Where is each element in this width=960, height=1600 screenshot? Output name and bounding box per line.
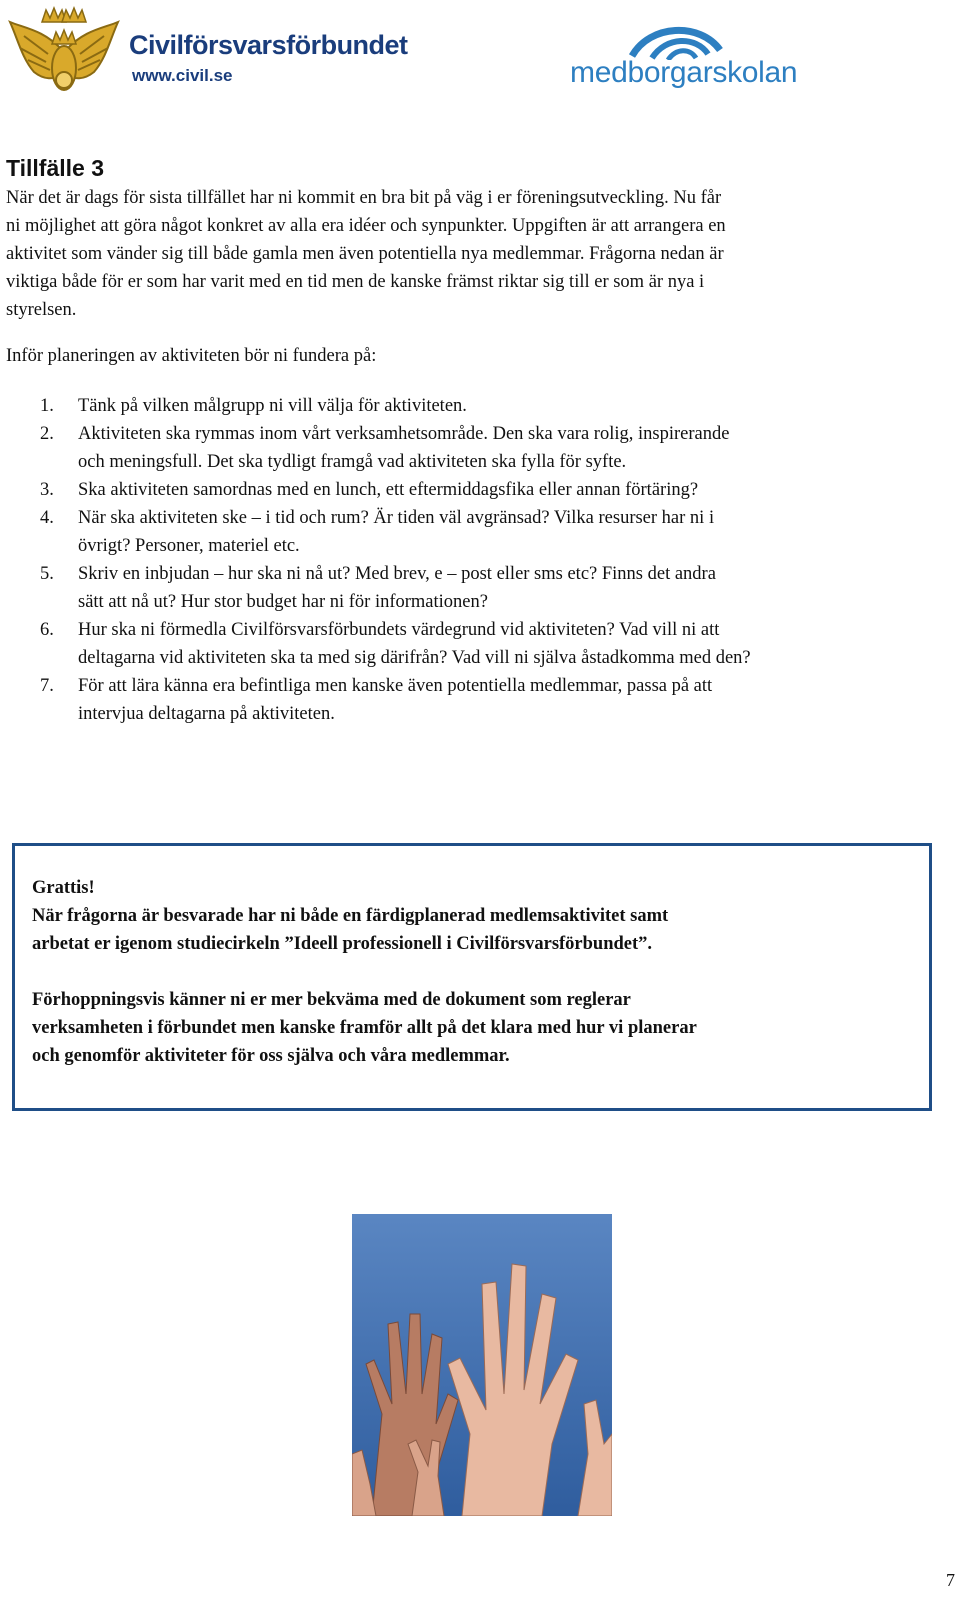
callout-line: Förhoppningsvis känner ni er mer bekväma med de dokument som reglerar [32,990,631,1010]
arcs-logo-icon [570,20,820,60]
list-number: 3. [40,480,54,500]
list-text: För att lära känna era befintliga men kanske även potentiella medlemmar, passa på att [78,676,713,696]
intro-line: aktivitet som vänder sig till både gamla men även potentiella nya medlemmar. Frågorna nedan är [6,244,724,264]
callout-line: När frågorna är besvarade har ni både en färdigplanerad medlemsaktivitet samt [32,906,669,926]
list-number: 5. [40,564,54,584]
main-content [6,154,946,728]
callout-line: och genomför aktiviteter för oss själva och våra medlemmar. [32,1046,510,1066]
list-text: När ska aktiviteten ske – i tid och rum? Är tiden väl avgränsad? Vilka resurser har ni i [78,508,715,528]
list-text: intervjua deltagarna på aktiviteten. [78,704,335,724]
list-item [6,392,946,420]
list-number: 7. [40,676,54,696]
list-item [6,504,946,560]
page-header [0,0,960,110]
list-text: sätt att nå ut? Hur stor budget har ni för informationen? [78,592,488,612]
page-title: Tillfälle 3 [6,155,105,181]
medborgarskolan-logo [570,20,820,100]
list-text: Hur ska ni förmedla Civilförsvarsförbundets värdegrund vid aktiviteten? Vad vill ni att [78,620,720,640]
org-url: www.civil.se [132,66,233,85]
intro-paragraph [6,184,946,324]
callout-heading: Grattis! [32,878,95,898]
medborgarskolan-name: medborgarskolan [570,56,798,89]
question-list [6,392,946,728]
list-text: och meningsfull. Det ska tydligt framgå vad aktiviteten ska fylla för syfte. [78,452,627,472]
civilforsvarsforbundet-logo [4,0,408,100]
intro-line: När det är dags för sista tillfället har ni kommit en bra bit på väg i er föreningsutveckling. Nu får [6,188,722,208]
list-number: 4. [40,508,54,528]
congratulations-callout [12,843,932,1111]
org-name: Civilförsvarsförbundet [129,30,408,60]
intro-line: viktiga både för er som har varit med en tid men de kanske främst riktar sig till er som är nya i [6,272,705,292]
list-number: 1. [40,396,54,416]
callout-content [32,874,912,1070]
planning-intro: Inför planeringen av aktiviteten bör ni fundera på: [6,346,377,366]
list-text: Tänk på vilken målgrupp ni vill välja för aktiviteten. [78,396,467,416]
list-text: Aktiviteten ska rymmas inom vårt verksamhetsområde. Den ska vara rolig, inspirerande [78,424,730,444]
list-item [6,420,946,476]
raised-hands-illustration [352,1214,612,1516]
list-item [6,560,946,616]
intro-line: styrelsen. [6,300,77,320]
list-item [6,616,946,672]
list-text: Ska aktiviteten samordnas med en lunch, ett eftermiddagsfika eller annan förtäring? [78,480,699,500]
raised-hands-photo [352,1214,612,1516]
callout-line: verksamheten i förbundet men kanske framför allt på det klara med hur vi planerar [32,1018,697,1038]
page-number: 7 [946,1570,955,1590]
list-number: 2. [40,424,54,444]
list-text: deltagarna vid aktiviteten ska ta med sig därifrån? Vad vill ni själva åstadkomma med den? [78,648,751,668]
list-number: 6. [40,620,54,640]
list-text: Skriv en inbjudan – hur ska ni nå ut? Med brev, e – post eller sms etc? Finns det andra [78,564,716,584]
list-text: övrigt? Personer, materiel etc. [78,536,300,556]
list-item [6,672,946,728]
list-item [6,476,946,504]
callout-line: arbetat er igenom studiecirkeln ”Ideell professionell i Civilförsvarsförbundet”. [32,934,653,954]
crowns-eagle-emblem-icon [4,0,124,100]
intro-line: ni möjlighet att göra något konkret av alla era idéer och synpunkter. Uppgiften är att arrangera en [6,216,726,236]
